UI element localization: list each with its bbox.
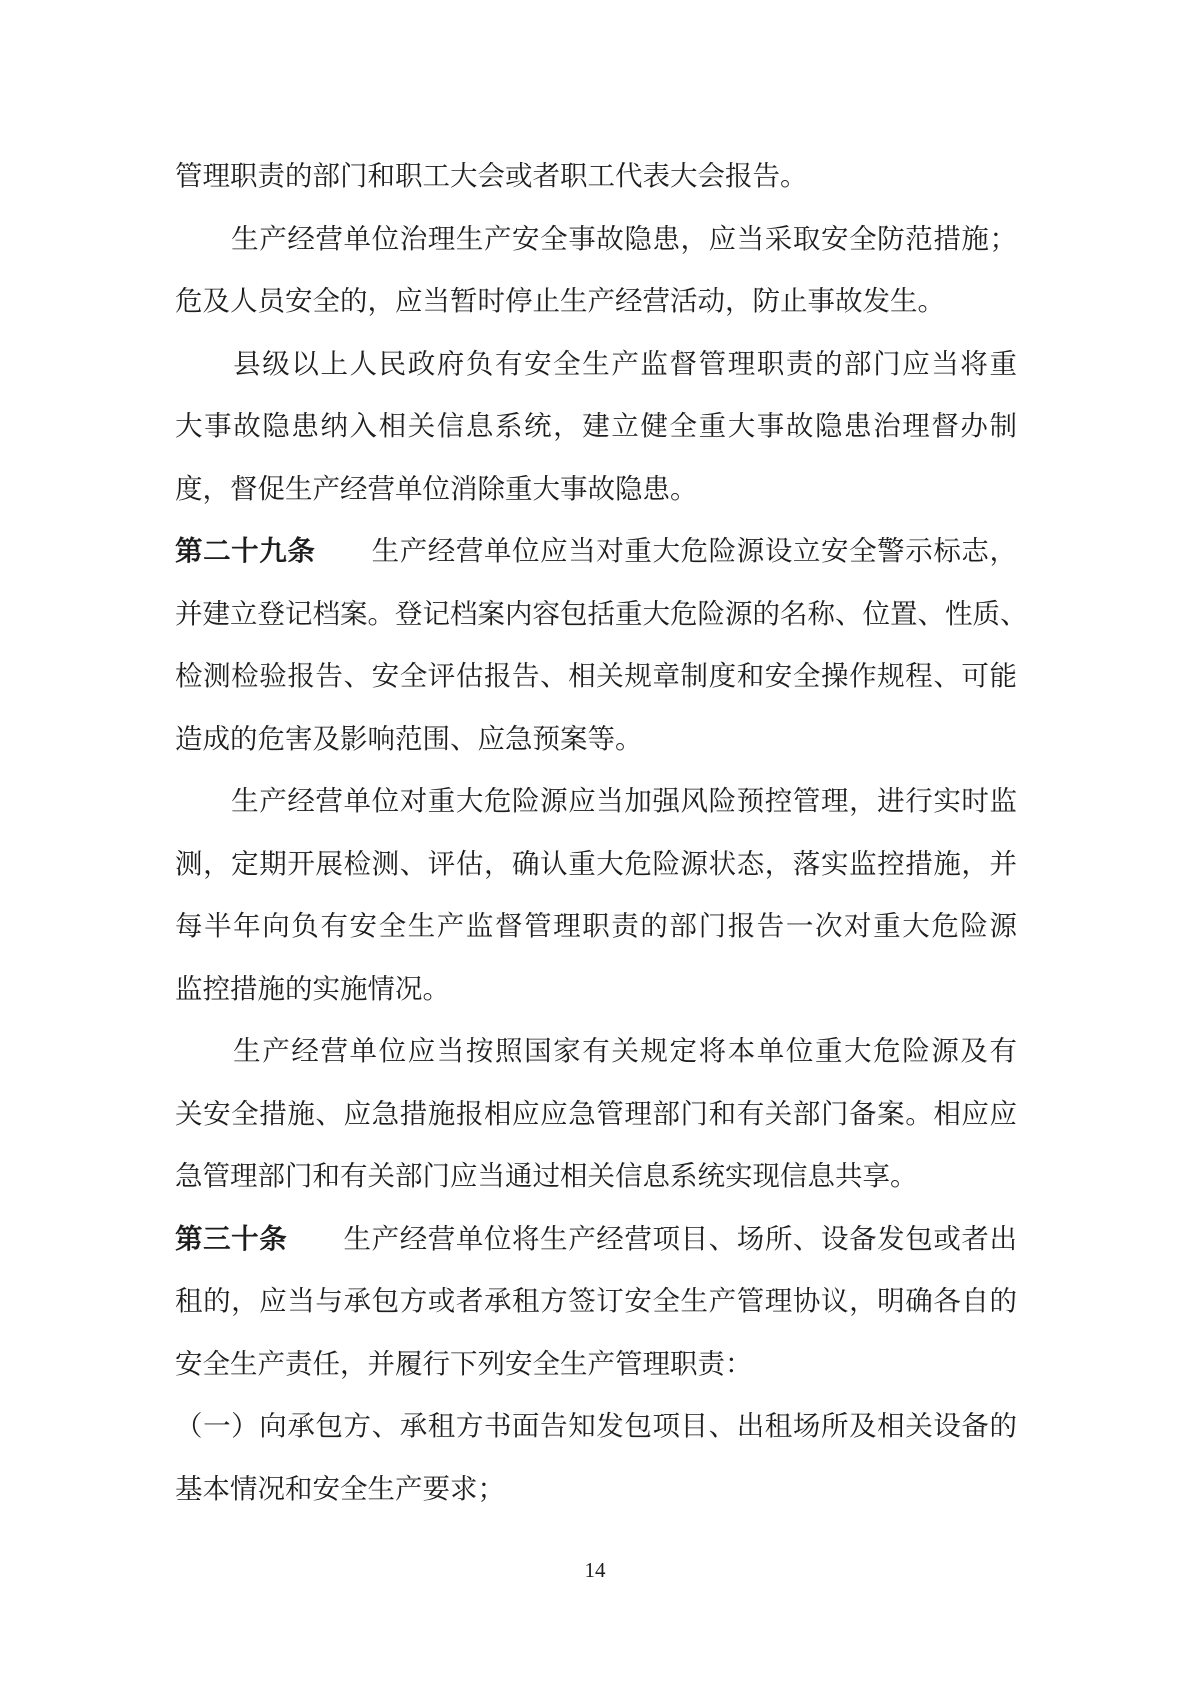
text-line: 基本情况和安全生产要求； bbox=[175, 1472, 505, 1504]
text-line: 县级以上人民政府负有安全生产监督管理职责的部门应当将重 bbox=[175, 347, 1017, 379]
paragraph bbox=[175, 1208, 1017, 1396]
text-line: 安全生产责任，并履行下列安全生产管理职责： bbox=[175, 1347, 753, 1379]
paragraph bbox=[175, 333, 1017, 521]
text-line: 急管理部门和有关部门应当通过相关信息系统实现信息共享。 bbox=[175, 1160, 918, 1191]
text-line: 生产经营单位治理生产安全事故隐患，应当采取安全防范措施； bbox=[175, 222, 1017, 254]
text-line: （一）向承包方、承租方书面告知发包项目、出租场所及相关设备的 bbox=[175, 1410, 1017, 1441]
text-line: 租的，应当与承包方或者承租方签订安全生产管理协议，明确各自的 bbox=[175, 1285, 1017, 1316]
text-line: 每半年向负有安全生产监督管理职责的部门报告一次对重大危险源 bbox=[175, 910, 1017, 941]
text-line: 并建立登记档案。登记档案内容包括重大危险源的名称、位置、性质、 bbox=[175, 597, 1028, 629]
text-line: 生产经营单位对重大危险源应当加强风险预控管理，进行实时监 bbox=[175, 785, 1017, 816]
document-body bbox=[175, 145, 1028, 1520]
text-line: 大事故隐患纳入相关信息系统，建立健全重大事故隐患治理督办制 bbox=[175, 410, 1017, 441]
text-line: 第三十条 生产经营单位将生产经营项目、场所、设备发包或者出 bbox=[175, 1222, 1018, 1254]
text-line: 检测检验报告、安全评估报告、相关规章制度和安全操作规程、可能 bbox=[175, 660, 1017, 691]
text-line: 危及人员安全的，应当暂时停止生产经营活动，防止事故发生。 bbox=[175, 285, 945, 316]
text-line: 管理职责的部门和职工大会或者职工代表大会报告。 bbox=[175, 160, 808, 191]
article-number: 第二十九条 bbox=[175, 535, 316, 566]
text-line: 测，定期开展检测、评估，确认重大危险源状态，落实监控措施，并 bbox=[175, 847, 1017, 879]
paragraph bbox=[175, 208, 1017, 333]
text-line: 生产经营单位应当按照国家有关规定将本单位重大危险源及有 bbox=[175, 1035, 1017, 1066]
paragraph bbox=[175, 520, 1028, 770]
paragraph bbox=[175, 770, 1017, 1020]
text-line: 监控措施的实施情况。 bbox=[175, 972, 450, 1004]
text-line: 造成的危害及影响范围、应急预案等。 bbox=[175, 722, 643, 754]
page-number: 14 bbox=[584, 1558, 606, 1582]
text-line: 第二十九条 生产经营单位应当对重大危险源设立安全警示标志， bbox=[175, 535, 1018, 566]
paragraph bbox=[175, 1020, 1017, 1208]
paragraph bbox=[175, 145, 1017, 208]
article-number: 第三十条 bbox=[175, 1222, 288, 1254]
text-line: 关安全措施、应急措施报相应应急管理部门和有关部门备案。相应应 bbox=[175, 1097, 1017, 1129]
paragraph bbox=[175, 1395, 1017, 1520]
text-line: 度，督促生产经营单位消除重大事故隐患。 bbox=[175, 472, 698, 504]
